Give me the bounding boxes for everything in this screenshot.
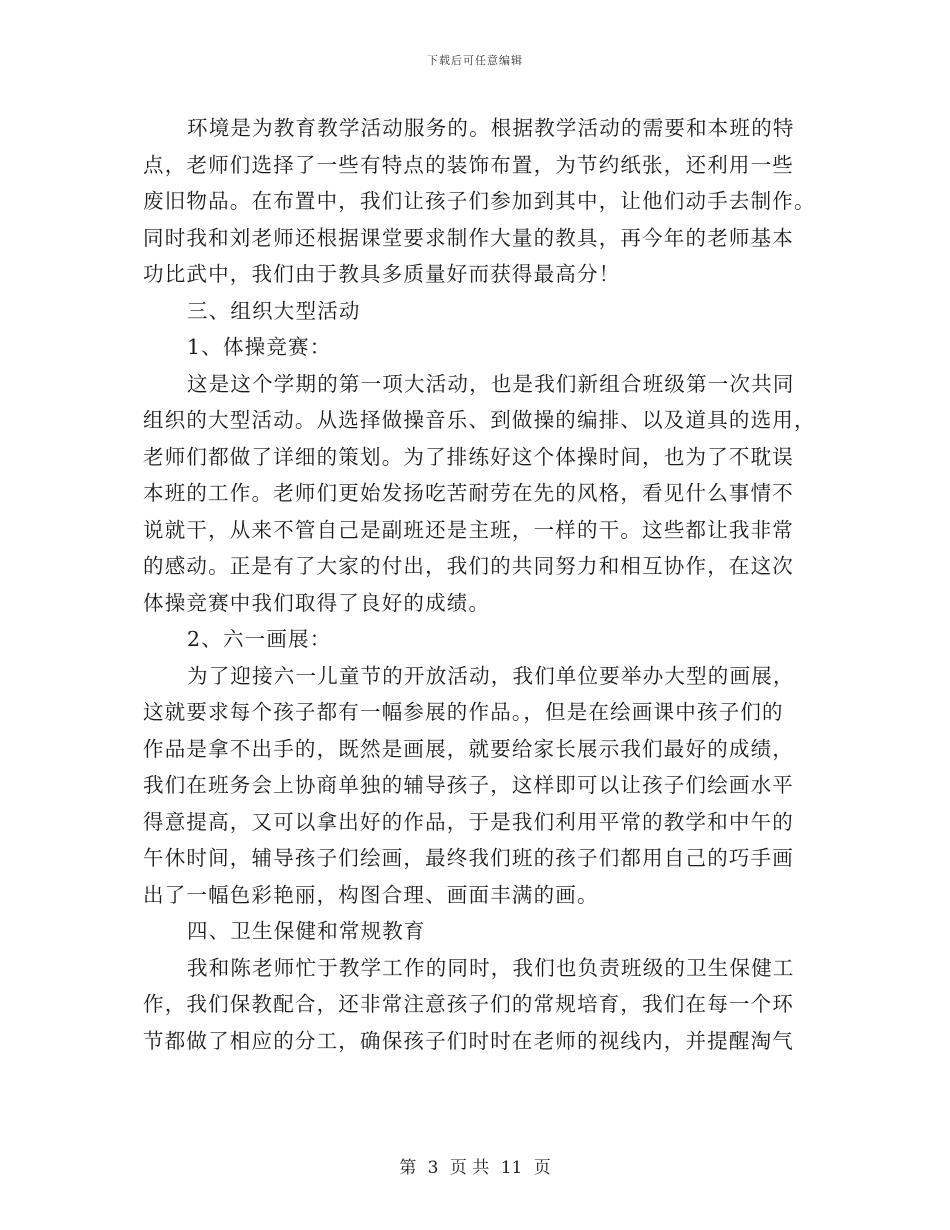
text-line: 废旧物品。在布置中，我们让孩子们参加到其中，让他们动手去制作。 <box>143 189 816 213</box>
text-line: 节都做了相应的分工，确保孩子们时时在老师的视线内，并提醒淘气 <box>143 1028 794 1053</box>
text-line: 本班的工作。老师们更始发扬吃苦耐劳在先的风格，看见什么事情不 <box>143 481 794 505</box>
text-line: 作，我们保教配合，还非常注意孩子们的常规培育，我们在每一个环 <box>143 992 794 1016</box>
text-line: 我们在班务会上协商单独的辅导孩子，这样即可以让孩子们绘画水平 <box>143 773 794 797</box>
footer-middle: 页 共 <box>449 1158 490 1178</box>
text-line: 说就干，从来不管自己是副班还是主班，一样的干。这些都让我非常 <box>143 517 794 542</box>
document-body <box>143 110 816 1059</box>
page-footer <box>0 1153 950 1178</box>
text-line: 我和陈老师忙于教学工作的同时，我们也负责班级的卫生保健工 <box>187 955 795 980</box>
text-line: 得意提高，又可以拿出好的作品，于是我们利用平常的教学和中午的 <box>143 809 794 834</box>
text-line: 为了迎接六一儿童节的开放活动，我们单位要举办大型的画展， <box>187 663 795 688</box>
text-line: 老师们都做了详细的策划。为了排练好这个体操时间，也为了不耽误 <box>143 444 794 469</box>
text-line: 四、卫生保健和常规教育 <box>187 919 426 943</box>
text-line: 这是这个学期的第一项大活动，也是我们新组合班级第一次共同 <box>187 371 795 396</box>
footer-prefix: 第 <box>399 1158 417 1178</box>
text-line: 的感动。正是有了大家的付出，我们的共同努力和相互协作，在这次 <box>143 554 794 578</box>
text-line: 点，老师们选择了一些有特点的装饰布置，为节约纸张，还利用一些 <box>143 152 794 177</box>
text-line: 同时我和刘老师还根据课堂要求制作大量的教具，再今年的老师基本 <box>143 225 794 250</box>
text-line: 环境是为教育教学活动服务的。根据教学活动的需要和本班的特 <box>187 116 795 140</box>
text-line: 午休时间，辅导孩子们绘画，最终我们班的孩子们都用自己的巧手画 <box>143 846 794 870</box>
footer-total-pages: 11 <box>500 1158 523 1178</box>
text-line: 三、组织大型活动 <box>187 298 361 323</box>
text-line: 这就要求每个孩子都有一幅参展的作品。，但是在绘画课中孩子们的 <box>143 700 784 724</box>
text-line: 功比武中，我们由于教具多质量好而获得最高分！ <box>143 262 621 286</box>
text-line: 1、体操竞赛： <box>187 335 332 359</box>
text-line: 2、六一画展： <box>187 627 332 651</box>
text-line: 出了一幅色彩艳丽，构图合理、画面丰满的画。 <box>143 882 599 907</box>
text-line: 体操竞赛中我们取得了良好的成绩。 <box>143 590 491 615</box>
text-line: 作品是拿不出手的，既然是画展，就要给家长展示我们最好的成绩， <box>143 736 794 761</box>
page-header: 下载后可任意编辑 <box>427 54 523 67</box>
footer-page-number: 3 <box>427 1158 439 1178</box>
text-line: 组织的大型活动。从选择做操音乐、到做操的编排、以及道具的选用， <box>143 408 816 432</box>
footer-suffix: 页 <box>533 1158 551 1178</box>
